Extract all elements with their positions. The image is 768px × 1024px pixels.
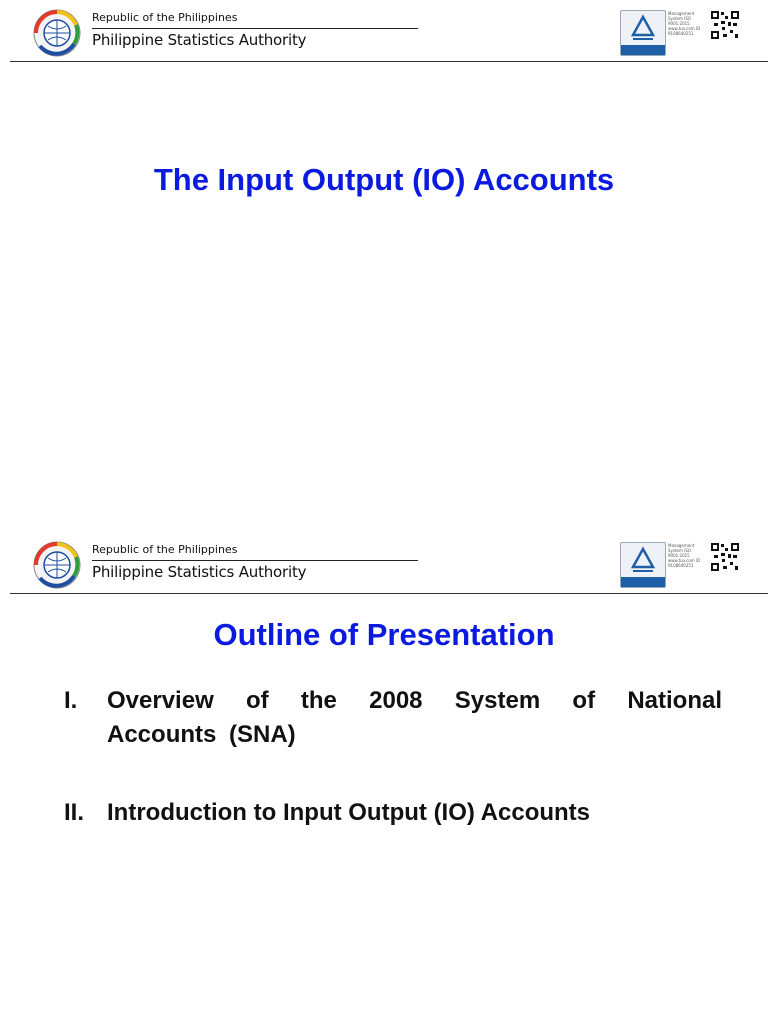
org-divider	[92, 560, 418, 561]
tuv-logo-icon	[620, 10, 666, 56]
psa-seal-logo	[30, 540, 84, 590]
slide-header	[0, 0, 768, 62]
org-divider	[92, 28, 418, 29]
outline-item-text: Overview of the 2008 System of National Accounts (SNA)	[107, 687, 722, 748]
psa-seal-logo	[30, 8, 84, 58]
tuv-logo-icon	[620, 542, 666, 588]
cert-text: Management System ISO 9001:2015 www.tuv.com ID 9108640251	[668, 543, 701, 568]
header-divider	[10, 61, 768, 62]
outline-item	[64, 796, 722, 830]
qr-code-icon	[710, 10, 740, 40]
org-name: Philippine Statistics Authority	[92, 563, 307, 581]
slide-title: Outline of Presentation	[213, 617, 555, 652]
outline-item-number: II.	[64, 799, 85, 826]
slide-title: The Input Output (IO) Accounts	[153, 162, 615, 197]
iso-certification-badge	[620, 542, 742, 587]
republic-label: Republic of the Philippines	[92, 543, 238, 556]
cert-text: Management System ISO 9001:2015 www.tuv.com ID 9108640251	[668, 11, 701, 36]
org-name: Philippine Statistics Authority	[92, 31, 307, 49]
outline-item	[64, 684, 722, 752]
slide-header	[0, 532, 768, 594]
qr-code-icon	[710, 542, 740, 572]
slide-2	[0, 532, 768, 1024]
iso-certification-badge	[620, 10, 742, 55]
header-divider	[10, 593, 768, 594]
outline-item-number: I.	[64, 687, 78, 714]
outline-list	[64, 684, 722, 830]
republic-label: Republic of the Philippines	[92, 11, 238, 24]
outline-item-text: Introduction to Input Output (IO) Accounts	[107, 799, 591, 826]
